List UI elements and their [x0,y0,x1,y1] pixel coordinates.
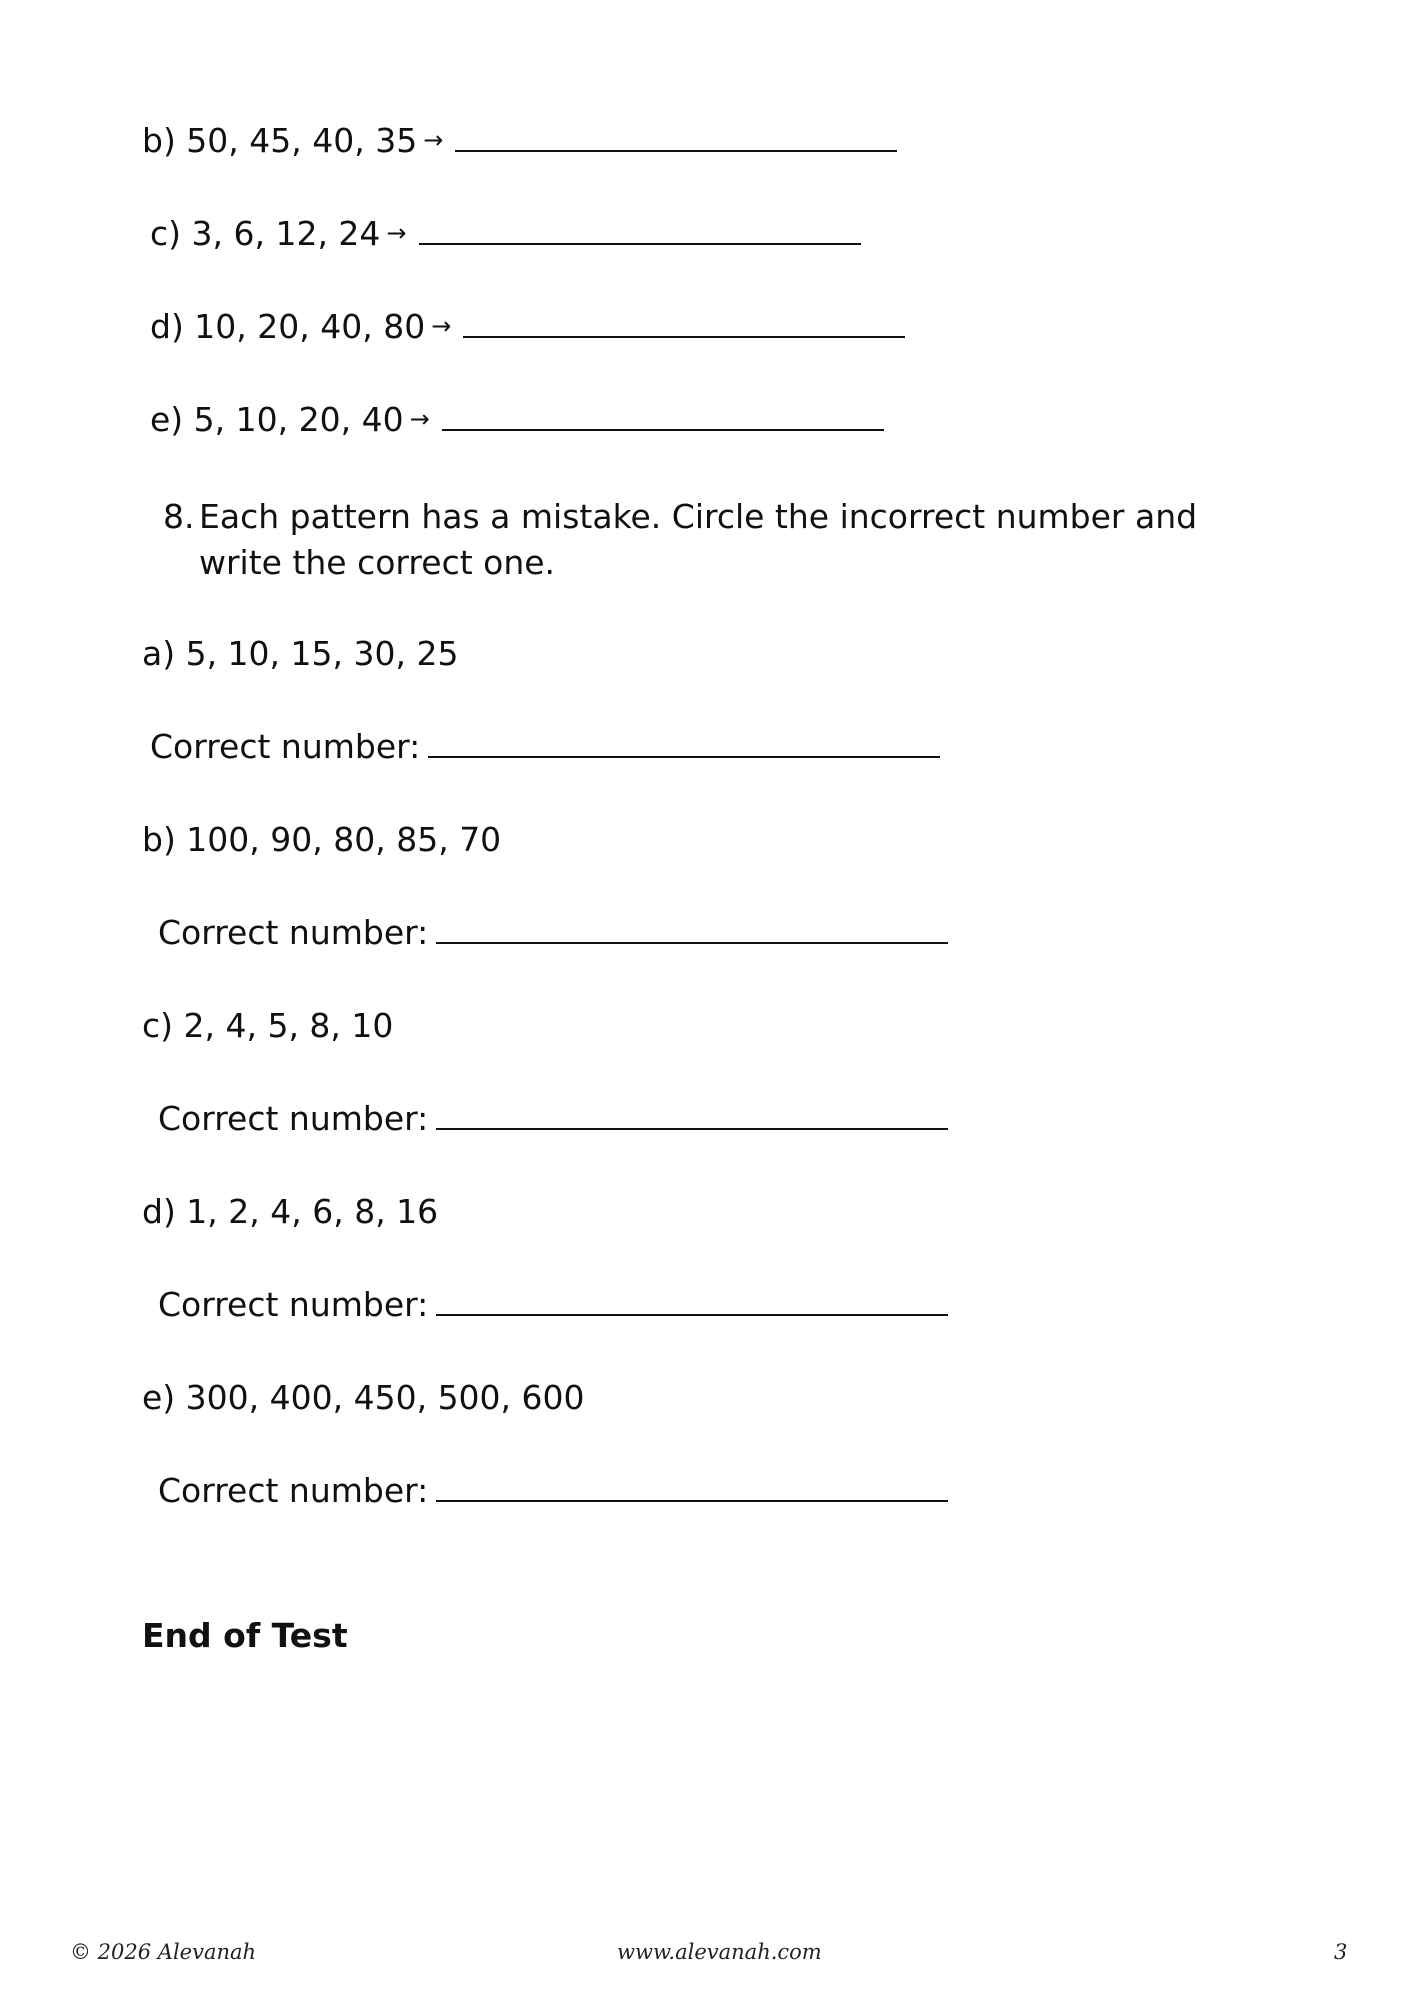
answer-blank[interactable] [463,306,905,338]
pattern-label: b) 50, 45, 40, 35 [142,121,418,160]
question-text: Each pattern has a mistake. Circle the incorrect number and write the correct one. [199,497,1198,582]
correct-number-blank[interactable] [436,912,948,944]
mistake-pattern-d: d) 1, 2, 4, 6, 8, 16 [142,1192,439,1231]
question-8 [163,494,1273,586]
footer-website: www.alevanah.com [617,1940,822,1964]
correct-number-blank[interactable] [428,726,940,758]
pattern-item-e [150,397,884,446]
answer-blank[interactable] [419,213,861,245]
arrow-icon: → [386,219,407,247]
correct-number-blank[interactable] [436,1470,948,1502]
pattern-label: d) 10, 20, 40, 80 [150,307,426,346]
correct-number-row-e [158,1468,948,1514]
mistake-pattern-a: a) 5, 10, 15, 30, 25 [142,634,459,673]
correct-number-blank[interactable] [436,1098,948,1130]
pattern-label: c) 3, 6, 12, 24 [150,214,381,253]
correct-number-label: Correct number: [158,1099,429,1138]
correct-number-blank[interactable] [436,1284,948,1316]
correct-number-label: Correct number: [150,727,421,766]
correct-number-label: Correct number: [158,1471,429,1510]
pattern-label: e) 5, 10, 20, 40 [150,400,404,439]
correct-number-label: Correct number: [158,1285,429,1324]
end-of-test-heading: End of Test [142,1616,348,1655]
correct-number-row-b [158,910,948,956]
answer-blank[interactable] [455,120,897,152]
pattern-item-c [150,211,861,260]
footer-page-number: 3 [1334,1940,1348,1964]
question-number: 8. [163,497,195,536]
arrow-icon: → [431,312,452,340]
arrow-icon: → [409,405,430,433]
answer-blank[interactable] [442,399,884,431]
correct-number-row-d [158,1282,948,1328]
pattern-item-b [142,118,897,167]
footer-copyright: © 2026 Alevanah [70,1940,257,1964]
mistake-pattern-e: e) 300, 400, 450, 500, 600 [142,1378,585,1417]
correct-number-row-c [158,1096,948,1142]
correct-number-label: Correct number: [158,913,429,952]
mistake-pattern-c: c) 2, 4, 5, 8, 10 [142,1006,394,1045]
pattern-item-d [150,304,905,353]
mistake-pattern-b: b) 100, 90, 80, 85, 70 [142,820,502,859]
arrow-icon: → [423,126,444,154]
correct-number-row-a [150,724,940,770]
